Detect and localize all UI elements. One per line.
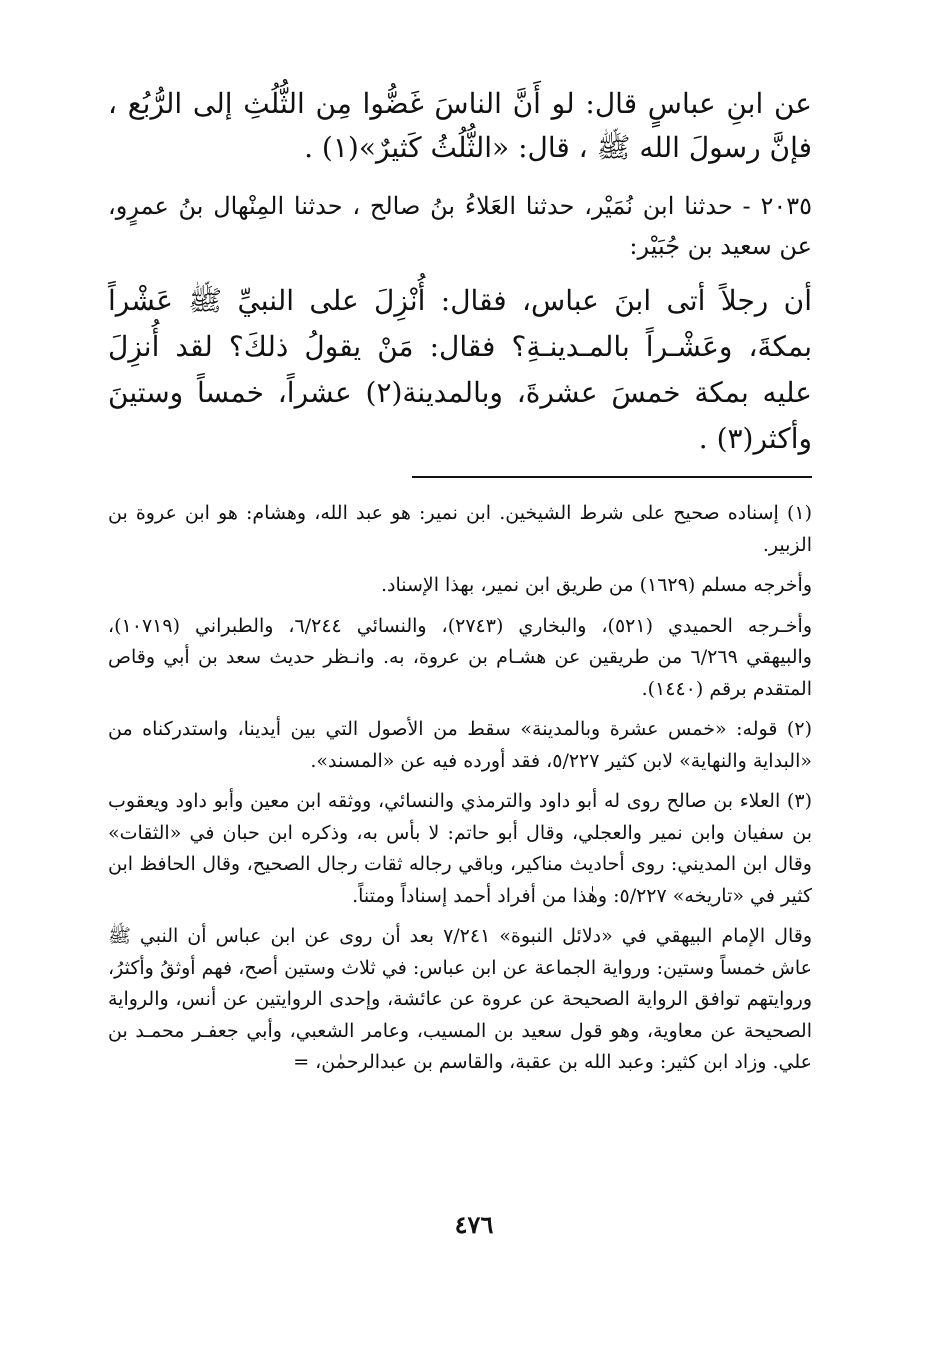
hadith-2035-isnad: ٢٠٣٥ - حدثنا ابن نُمَيْر، حدثنا العَلاءُ بنُ صالح ، حدثنا المِنْهال بنُ عمرٍو، عن سعيد بن جُبَيْر: — [108, 192, 812, 260]
previous-hadith-ending: عن ابنِ عباسٍ قال: لو أَنَّ الناسَ غَضُّوا مِن الثُّلُثِ إلى الرُّبُع ، فإنَّ رسولَ الله ﷺ ، قال: «الثُّلُثُ كَثيرٌ»(١) . — [108, 87, 812, 164]
footnote-2: (٢) قوله: «خمس عشرة وبالمدينة» سقط من الأصول التي بين أيدينا، واستدركناه من «البداية والنهاية» لابن كثير ٥/٢٢٧، فقد أورده فيه عن «المسند». — [108, 718, 812, 772]
footnote-1-continuation: وأخرجه مسلم (١٦٢٩) من طريق ابن نمير، بهذا الإسناد. — [380, 574, 812, 596]
page-number: ٤٧٦ — [454, 1210, 494, 1239]
footnotes — [108, 498, 812, 1079]
footnote-1: (١) إسناده صحيح على شرط الشيخين. ابن نمير: هو عبد الله، وهشام: هو ابن عروة بن الزبير. — [108, 502, 812, 556]
footnote-1-continuation: وأخـرجه الحميدي (٥٢١)، والبخاري (٢٧٤٣)، والنسائي ٦/٢٤٤، والطبراني (١٠٧١٩)، والبيهقي ٦/٢٦٩ من طريقين عن هشـام بن عروة، به. وانـظر حديث سعد بن أبي وقاص المتقدم برقم (١٤٤٠). — [108, 614, 813, 700]
footnote-separator — [412, 476, 812, 478]
footnote-3: (٣) العلاء بن صالح روى له أبو داود والترمذي والنسائي، ووثقه ابن معين وأبو داود ويعقوب بن سفيان وابن نمير والعجلي، وقال أبو حاتم: لا بأس به، وذكره ابن حبان في «الثقات» وقال ابن المديني: روى أحاديث مناكير، وباقي رجاله ثقات رجال الصحيح، وقال الحافظ ابن كثير في «تاريخه» ٥/٢٢٧: وهٰذا من أفراد أحمد إسناداً ومتناً. — [108, 790, 813, 907]
hadith-2035-matn: أن رجلاً أتى ابنَ عباس، فقال: أُنْزِلَ على النبيِّ ﷺ عَشْراً بمكةَ، وعَشْـراً بالمـدينـةِ؟ فقال: مَنْ يقولُ ذلكَ؟ لقد أُنزِلَ عليه بمكة خمسَ عشرةَ، وبالمدينة(٢) عشراً، خمساً وستينَ وأكثر(٣) . — [108, 284, 812, 455]
footnote-3-continuation: وقال الإمام البيهقي في «دلائل النبوة» ٧/٢٤١ بعد أن روى عن ابن عباس أن النبي ﷺ عاش خمساً وستين: ورواية الجماعة عن ابن عباس: في ثلاث وستين أصح، فهم أوثقُ وأكثرُ، وروايتهم توافق الرواية الصحيحة عن عروة عن عائشة، وإحدى الروايتين عن أنس، والرواية الصحيحة عن معاوية، وهو قول سعيد بن المسيب، وعامر الشعبي، وأبي جعفـر محمـد بن علي. وزاد ابن كثير: وعبد الله بن عقبة، والقاسم بن عبدالرحمٰن، = — [108, 925, 812, 1073]
main-text — [108, 82, 812, 462]
